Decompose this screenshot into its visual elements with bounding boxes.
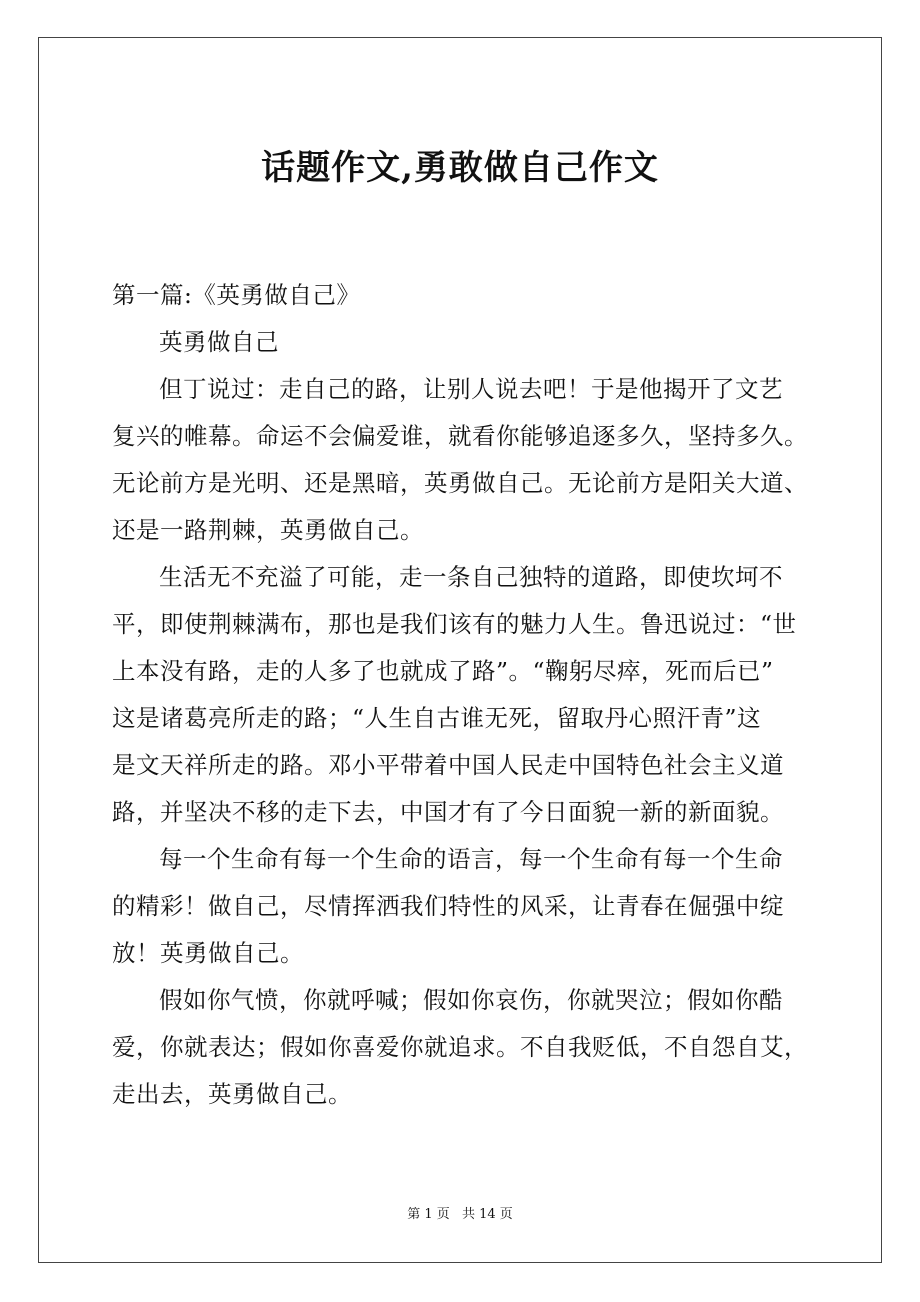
page-footer bbox=[38, 1205, 882, 1225]
section-heading: 第一篇:《英勇做自己》 bbox=[112, 281, 361, 309]
paragraph-line: 复兴的帷幕。命运不会偏爱谁，就看你能够追逐多久，坚持多久。 bbox=[112, 422, 808, 450]
paragraph-line: 每一个生命有每一个生命的语言，每一个生命有每一个生命 bbox=[159, 845, 783, 873]
page-number: 第 1 页 bbox=[407, 1207, 450, 1222]
paragraph-line: 这是诸葛亮所走的路；“人生自古谁无死，留取丹心照汗青”这 bbox=[112, 704, 762, 732]
paragraph-3 bbox=[112, 836, 812, 977]
paragraph-line: 无论前方是光明、还是黑暗，英勇做自己。无论前方是阳关大道、 bbox=[112, 469, 808, 497]
paragraph-line: 上本没有路，走的人多了也就成了路”。“鞠躬尽瘁，死而后已” bbox=[112, 657, 774, 685]
paragraph-line: 爱，你就表达；假如你喜爱你就追求。不自我贬低，不自怨自艾， bbox=[112, 1033, 808, 1061]
paragraph-line: 的精彩！做自己，尽情挥洒我们特性的风采，让青春在倔强中绽 bbox=[112, 892, 784, 920]
paragraph-4 bbox=[112, 977, 812, 1118]
paragraph-2 bbox=[112, 554, 812, 836]
paragraph-line: 还是一路荆棘，英勇做自己。 bbox=[112, 516, 424, 544]
paragraph-1 bbox=[112, 366, 812, 554]
paragraph-line: 生活无不充溢了可能，走一条自己独特的道路，即使坎坷不 bbox=[159, 563, 783, 591]
paragraph-line: 路，并坚决不移的走下去，中国才有了今日面貌一新的新面貌。 bbox=[112, 798, 784, 826]
paragraph-line: 假如你气愤，你就呼喊；假如你哀伤，你就哭泣；假如你酷 bbox=[159, 986, 783, 1014]
paragraph-line: 平，即使荆棘满布，那也是我们该有的魅力人生。鲁迅说过：“世 bbox=[112, 610, 797, 638]
paragraph-line: 但丁说过：走自己的路，让别人说去吧！于是他揭开了文艺 bbox=[159, 375, 783, 403]
paragraph-line: 放！英勇做自己。 bbox=[112, 939, 304, 967]
page-total: 共 14 页 bbox=[461, 1207, 513, 1222]
subtitle: 英勇做自己 bbox=[159, 328, 279, 356]
document-body bbox=[112, 272, 812, 1118]
document-title: 话题作文,勇敢做自己作文 bbox=[261, 148, 659, 188]
paragraph-line: 走出去，英勇做自己。 bbox=[112, 1080, 352, 1108]
paragraph-line: 是文天祥所走的路。邓小平带着中国人民走中国特色社会主义道 bbox=[112, 751, 784, 779]
